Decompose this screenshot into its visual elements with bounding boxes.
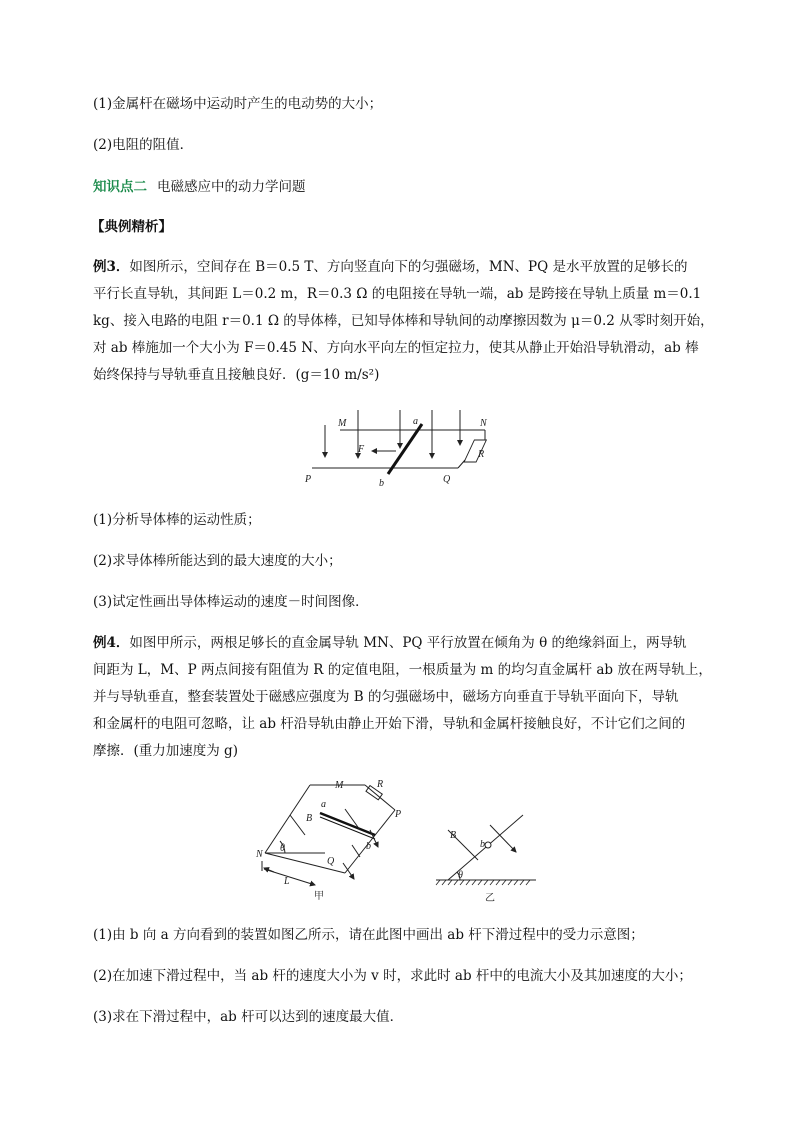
jia-label-N: N bbox=[256, 849, 263, 860]
example-4-line-1: 例4．如图甲所示，两根足够长的直金属导轨 MN、PQ 平行放置在倾角为 θ 的绝缘斜面上，两导轨 bbox=[93, 635, 687, 651]
label-F: F bbox=[358, 444, 365, 455]
figure-yi bbox=[428, 810, 543, 905]
label-P: P bbox=[305, 474, 312, 485]
example-4-line-2: 间距为 L，M、P 两点间接有阻值为 R 的定值电阻，一根质量为 m 的均匀直金属杆 ab 放在两导轨上， bbox=[93, 662, 712, 678]
jia-label-B: B bbox=[306, 813, 313, 824]
label-Q: Q bbox=[443, 474, 451, 485]
section-heading bbox=[93, 177, 306, 197]
typical-examples-heading: 【典例精析】 bbox=[91, 219, 172, 235]
example-3-line-4: 对 ab 棒施加一个大小为 F＝0.45 N、方向水平向左的恒定拉力，使其从静止开始沿导轨滑动，ab 棒 bbox=[93, 340, 699, 356]
example-4-line-4: 和金属杆的电阻可忽略，让 ab 杆沿导轨由静止开始下滑，导轨和金属杆接触良好，不计它们之间的 bbox=[93, 716, 686, 732]
example-4-line-5: 摩擦．(重力加速度为 g) bbox=[93, 743, 238, 759]
example-3-label: 例3． bbox=[93, 259, 130, 275]
example-3-line-2: 平行长直导轨，其间距 L＝0.2 m，R＝0.3 Ω 的电阻接在导轨一端，ab 是跨接在导轨上质量 m＝0.1 bbox=[93, 286, 702, 302]
example-3-figure bbox=[300, 400, 500, 490]
example-3-line-5: 始终保持与导轨垂直且接触良好．(g＝10 m/s²) bbox=[93, 367, 380, 383]
jia-label-P: P bbox=[395, 809, 402, 820]
example-4-question-2: (2)在加速下滑过程中，当 ab 杆的速度大小为 v 时，求此时 ab 杆中的电流大小及其加速度的大小； bbox=[93, 968, 692, 984]
label-b: b bbox=[379, 478, 384, 489]
example-3-question-1: (1)分析导体棒的运动性质； bbox=[93, 512, 261, 528]
example-4-question-1: (1)由 b 向 a 方向看到的装置如图乙所示，请在此图中画出 ab 杆下滑过程中的受力示意图； bbox=[93, 927, 644, 943]
jia-label-b: b bbox=[366, 841, 371, 852]
figure-jia bbox=[250, 775, 415, 905]
example-3-question-2: (2)求导体棒所能达到的最大速度的大小； bbox=[93, 553, 342, 569]
example-4-label: 例4． bbox=[93, 635, 130, 651]
label-a: a bbox=[413, 416, 418, 427]
yi-label-b: b bbox=[480, 839, 485, 850]
jia-label-theta: θ bbox=[280, 843, 285, 854]
jia-label-L: L bbox=[284, 876, 290, 887]
yi-label-theta: θ bbox=[458, 870, 463, 881]
yi-caption: 乙 bbox=[485, 893, 495, 904]
yi-label-B: B bbox=[450, 830, 457, 841]
example-4-question-3: (3)求在下滑过程中，ab 杆可以达到的速度最大值． bbox=[93, 1009, 404, 1025]
jia-label-M: M bbox=[335, 780, 344, 791]
section-label: 知识点二 bbox=[93, 179, 147, 195]
jia-caption: 甲 bbox=[314, 891, 324, 902]
label-N: N bbox=[480, 418, 487, 429]
prev-question-2: (2)电阻的阻值． bbox=[93, 137, 194, 153]
label-M: M bbox=[338, 418, 347, 429]
example-4-line-3: 并与导轨垂直，整套装置处于磁感应强度为 B 的匀强磁场中，磁场方向垂直于导轨平面向下，导轨 bbox=[93, 689, 679, 705]
jia-label-R: R bbox=[377, 779, 384, 790]
example-3-question-3: (3)试定性画出导体棒运动的速度－时间图像． bbox=[93, 594, 369, 610]
example-3-line-3: kg、接入电路的电阻 r＝0.1 Ω 的导体棒，已知导体棒和导轨间的动摩擦因数为 μ＝0.2 从零时刻开始， bbox=[93, 313, 714, 329]
example-3-line-1: 例3．如图所示，空间存在 B＝0.5 T、方向竖直向下的匀强磁场，MN、PQ 是水平放置的足够长的 bbox=[93, 259, 688, 275]
section-title: 电磁感应中的动力学问题 bbox=[157, 179, 306, 195]
jia-label-a: a bbox=[321, 799, 326, 810]
jia-label-Q: Q bbox=[327, 856, 335, 867]
prev-question-1: (1)金属杆在磁场中运动时产生的电动势的大小； bbox=[93, 96, 383, 112]
label-R: R bbox=[478, 449, 485, 460]
